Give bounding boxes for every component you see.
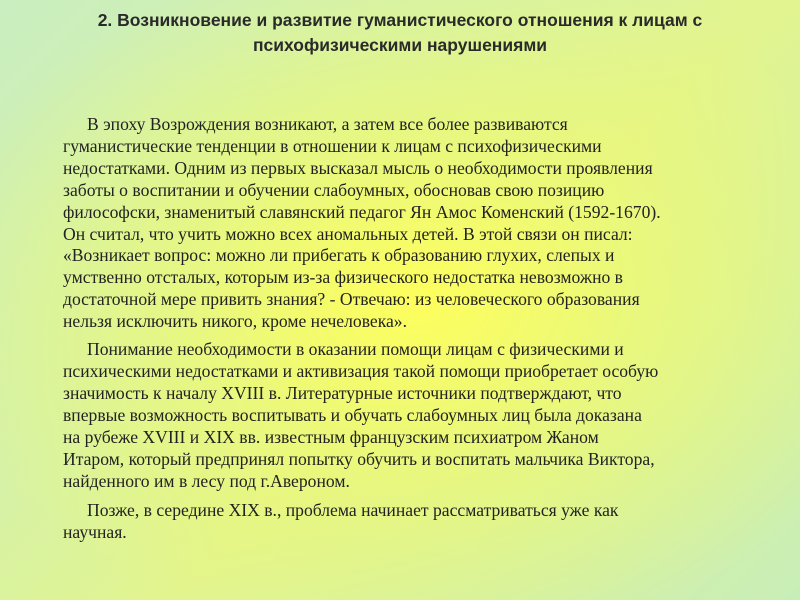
paragraph-scientific: [39, 500, 779, 544]
paragraph-itard: [39, 339, 779, 492]
text-line: умственно отсталых, которым из-за физического недостатка невозможно в: [63, 267, 623, 288]
text-line: гуманистические тенденции в отношении к лицам с психофизическими: [63, 135, 602, 156]
text-line: научная.: [63, 522, 127, 543]
text-line: Итаром, который предпринял попытку обучить и воспитать мальчика Виктора,: [63, 448, 655, 469]
text-line: впервые возможность воспитывать и обучать слабоумных лиц была доказана: [63, 404, 642, 425]
text-line: достаточной мере привить знания? - Отвечаю: из человеческого образования: [63, 289, 640, 310]
title-line: 2. Возникновение и развитие гуманистического отношения к лицам с: [97, 10, 703, 30]
text-line: «Возникает вопрос: можно ли прибегать к образованию глухих, слепых и: [63, 245, 615, 266]
text-line: Позже, в середине XIX в., проблема начинает рассматриваться уже как: [87, 500, 619, 521]
text-line: найденного им в лесу под г.Авероном.: [63, 470, 350, 491]
paragraph-comenius: [39, 114, 779, 333]
text-line: на рубеже XVIII и XIX вв. известным французским психиатром Жаном: [63, 426, 599, 447]
title-line: психофизическими нарушениями: [252, 35, 548, 55]
text-line: Он считал, что учить можно всех аномальных детей. В этой связи он писал:: [63, 223, 633, 244]
text-line: Понимание необходимости в оказании помощи лицам с физическими и: [87, 339, 624, 360]
text-line: нельзя исключить никого, кроме нечеловека».: [63, 311, 407, 332]
text-line: философски, знаменитый славянский педагог Ян Амос Коменский (1592-1670).: [63, 201, 661, 222]
text-line: значимость к началу XVIII в. Литературные источники подтверждают, что: [63, 382, 622, 403]
text-line: В эпоху Возрождения возникают, а затем все более развиваются: [87, 114, 568, 134]
text-line: заботы о воспитании и обучении слабоумных, обосновав свою позицию: [63, 179, 605, 200]
text-line: психическими недостатками и активизация такой помощи приобретает особую: [63, 360, 659, 381]
slide-body: [39, 114, 779, 544]
text-line: недостатками. Одним из первых высказал мысль о необходимости проявления: [63, 157, 653, 178]
slide-title: [40, 8, 760, 58]
